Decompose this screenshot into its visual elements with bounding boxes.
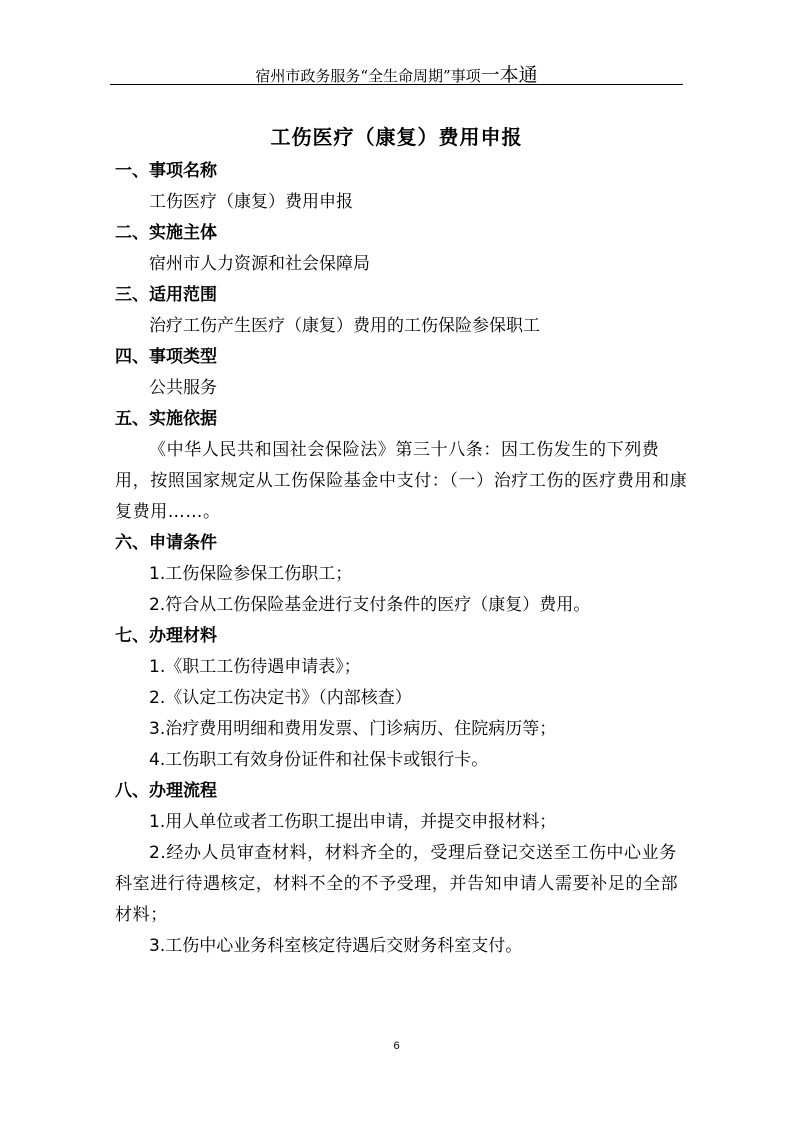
list-item: 4.工伤职工有效身份证件和社保卡或银行卡。 bbox=[149, 750, 489, 770]
list-item: 2.《认定工伤决定书》（内部核查） bbox=[149, 688, 412, 708]
running-header bbox=[0, 60, 793, 87]
list-item: 2.经办人员审查材料，材料齐全的，受理后登记交送至工伤中心业务科室进行待遇核定，材料不全的不予受理，并告知申请人需要补足的全部材料； bbox=[115, 843, 679, 925]
section-text-scope: 治疗工伤产生医疗（康复）费用的工伤保险参保职工 bbox=[149, 316, 540, 336]
header-rule bbox=[110, 84, 683, 85]
section-heading-process: 八、办理流程 bbox=[115, 781, 217, 801]
header-text: 宿州市政务服务“全生命周期”事项 bbox=[255, 67, 481, 85]
list-item: 3.治疗费用明细和费用发票、门诊病历、住院病历等； bbox=[149, 719, 557, 739]
document-body bbox=[115, 156, 690, 962]
list-item: 1.《职工工伤待遇申请表》； bbox=[149, 657, 361, 677]
page-number: 6 bbox=[393, 1040, 400, 1052]
list-item: 1.工伤保险参保工伤职工； bbox=[149, 564, 353, 584]
section-heading-item-name: 一、事项名称 bbox=[115, 161, 217, 181]
section-text-implementer: 宿州市人力资源和社会保障局 bbox=[149, 254, 370, 274]
section-text-item-name: 工伤医疗（康复）费用申报 bbox=[149, 192, 353, 212]
section-heading-basis: 五、实施依据 bbox=[115, 409, 217, 429]
section-heading-implementer: 二、实施主体 bbox=[115, 223, 217, 243]
list-item: 2.符合从工伤保险基金进行支付条件的医疗（康复）费用。 bbox=[149, 595, 591, 615]
section-text-basis: 《中华人民共和国社会保险法》第三十八条：因工伤发生的下列费用，按照国家规定从工伤保险基金中支付：（一）治疗工伤的医疗费用和康复费用……。 bbox=[115, 440, 688, 522]
section-text-type: 公共服务 bbox=[149, 378, 217, 398]
document-title: 工伤医疗（康复）费用申报 bbox=[270, 125, 523, 149]
section-heading-scope: 三、适用范围 bbox=[115, 285, 217, 305]
section-heading-type: 四、事项类型 bbox=[115, 347, 217, 367]
header-text-large: 一本通 bbox=[480, 64, 538, 86]
list-item: 1.用人单位或者工伤职工提出申请，并提交申报材料； bbox=[149, 812, 557, 832]
section-heading-conditions: 六、申请条件 bbox=[115, 533, 217, 553]
list-item: 3.工伤中心业务科室核定待遇后交财务科室支付。 bbox=[149, 936, 523, 956]
section-heading-materials: 七、办理材料 bbox=[115, 626, 217, 646]
